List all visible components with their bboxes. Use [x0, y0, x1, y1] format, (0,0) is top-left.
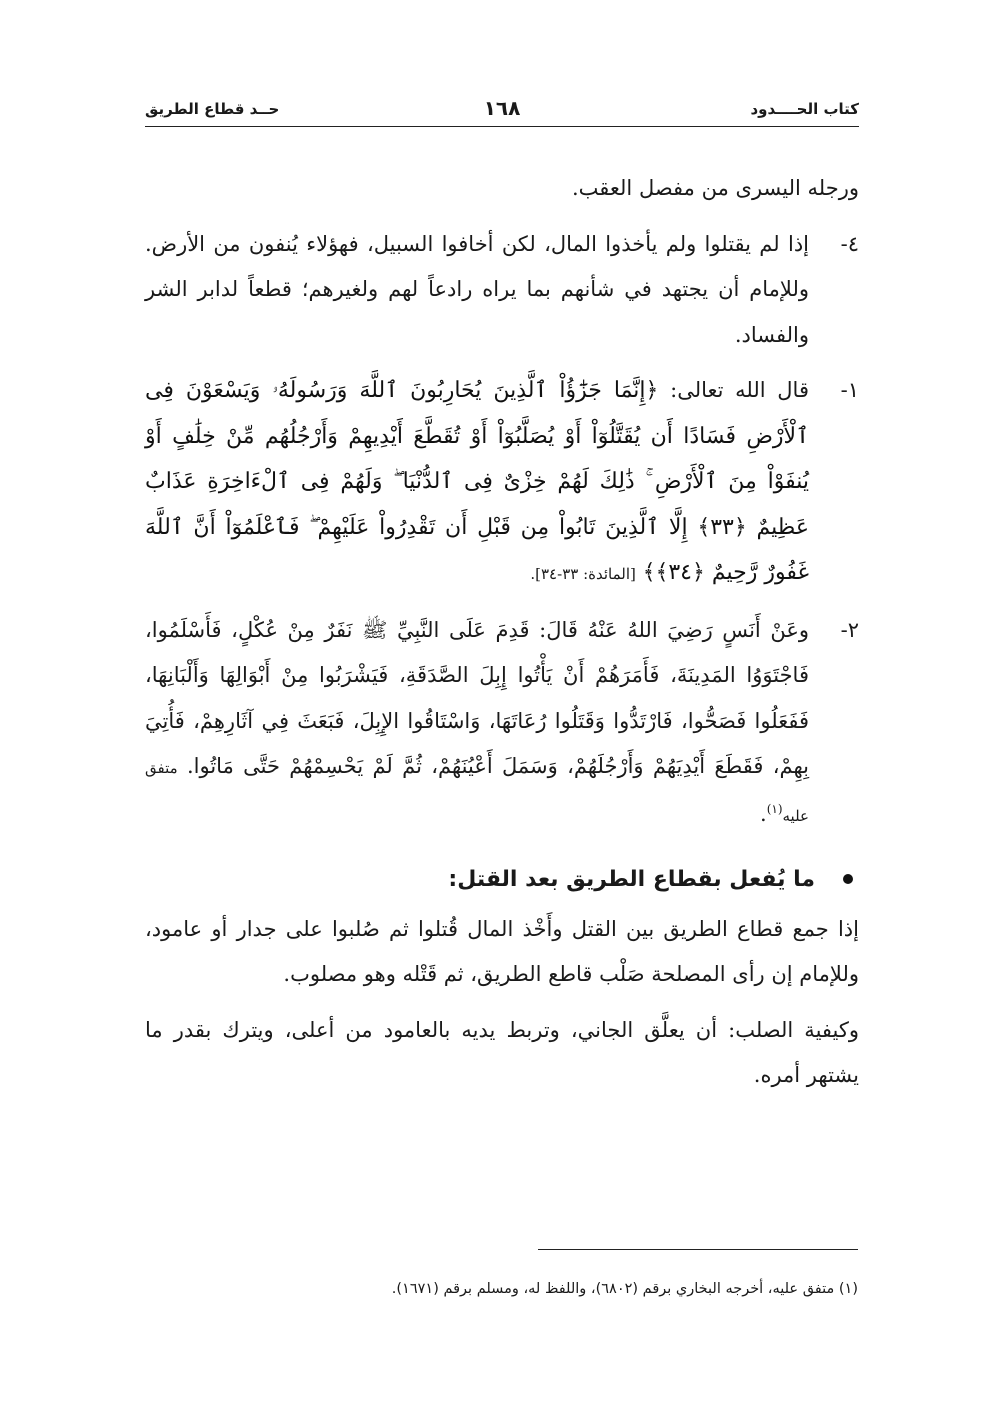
section-heading: [145, 857, 859, 903]
evidence-number: ١-: [840, 378, 859, 402]
book-title: كتاب الحــــدود: [750, 100, 859, 118]
quran-verse: ﴿إِنَّمَا جَزَٰٓؤُاْ ٱلَّذِينَ يُحَارِبُونَ ٱللَّهَ وَرَسُولَهُۥ وَيَسْعَوْنَ فِى ٱلْأَرْضِ فَسَادًا أَن يُقَتَّلُوٓاْ أَوْ يُصَلَّبُوٓاْ أَوْ تُقَطَّعَ أَيْدِيهِمْ وَأَرْجُلُهُم مِّنْ خِلَٰفٍ أَوْ يُنفَوْاْ مِنَ ٱلْأَرْضِ ۚ ذَٰلِكَ لَهُمْ خِزْىٌ فِى ٱلدُّنْيَا ۖ وَلَهُمْ فِى ٱلْءَاخِرَةِ عَذَابٌ عَظِيمٌ ﴿٣٣﴾ إِلَّا ٱلَّذِينَ تَابُواْ مِن قَبْلِ أَن تَقْدِرُواْ عَلَيْهِمْ ۖ فَٱعْلَمُوٓاْ أَنَّ ٱللَّهَ غَفُورٌ رَّحِيمٌ ﴿٣٤﴾﴾: [145, 378, 809, 585]
evidence-lead: قال الله تعالى:: [670, 378, 809, 402]
section-heading-text: ما يُفعل بقطاع الطريق بعد القتل:: [448, 867, 815, 892]
verse-reference: [المائدة: ٣٣-٣٤].: [530, 565, 636, 583]
page-number: ١٦٨: [483, 96, 521, 120]
section-title: حــد قطاع الطريق: [145, 100, 280, 118]
bullet-icon: [843, 874, 853, 884]
agreed-upon: متفق عليه: [145, 759, 809, 825]
list-item-4: [145, 222, 859, 359]
paragraph-1: إذا جمع قطاع الطريق بين القتل وأَخْذ المال قُتلوا ثم صُلبوا على جدار أو عامود، وللإمام إن رأى المصلحة صَلْب قاطع الطريق، ثم قَتْله وهو مصلوب.: [145, 916, 859, 986]
hadith-text: وعَنْ أَنَسٍ رَضِيَ اللهُ عَنْهُ قَالَ: قَدِمَ عَلَى النَّبِيِّ ﷺ نَفَرٌ مِنْ عُكْلٍ، فَأَسْلَمُوا، فَاجْتَوَوُا المَدِينَةَ، فَأَمَرَهُمْ أَنْ يَأْتُوا إِبِلَ الصَّدَقَةِ، فَيَشْرَبُوا مِنْ أَبْوَالِهَا وَأَلْبَانِهَا، فَفَعَلُوا فَصَحُّوا، فَارْتَدُّوا وَقَتَلُوا رُعَاتَهَا، وَاسْتَاقُوا الإِبِلَ، فَبَعَثَ فِي آثَارِهِمْ، فَأُتِيَ بِهِمْ، فَقَطَعَ أَيْدِيَهُمْ وَأَرْجُلَهُمْ، وَسَمَلَ أَعْيُنَهُمْ، ثُمَّ لَمْ يَحْسِمْهُمْ حَتَّى مَاتُوا.: [145, 617, 809, 778]
intro-line: ورجله اليسرى من مفصل العقب.: [571, 176, 859, 200]
evidence-quran: [145, 368, 859, 598]
item-number: ٤-: [840, 231, 859, 256]
evidence-number: ٢-: [840, 617, 859, 642]
evidence-hadith: [145, 608, 859, 840]
item-text: إذا لم يقتلوا ولم يأخذوا المال، لكن أخافوا السبيل، فهؤلاء يُنفون من الأرض. وللإمام أن يجتهد في شأنهم بما يراه رادعاً لهم ولغيرهم؛ قطعاً لدابر الشر والفساد.: [145, 231, 809, 347]
footnote-divider: [538, 1249, 858, 1250]
paragraph-2: وكيفية الصلب: أن يعلَّق الجاني، وتربط يديه بالعامود من أعلى، ويترك بقدر ما يشتهر أمره.: [145, 1017, 859, 1087]
footnote-marker[interactable]: (١): [766, 801, 783, 816]
running-header: [145, 96, 859, 127]
sentence-end: .: [760, 801, 767, 826]
footnote: (١) متفق عليه، أخرجه البخاري برقم (٦٨٠٢)، واللفظ له، ومسلم برقم (١٦٧١).: [391, 1281, 858, 1297]
main-text: [145, 166, 859, 1099]
